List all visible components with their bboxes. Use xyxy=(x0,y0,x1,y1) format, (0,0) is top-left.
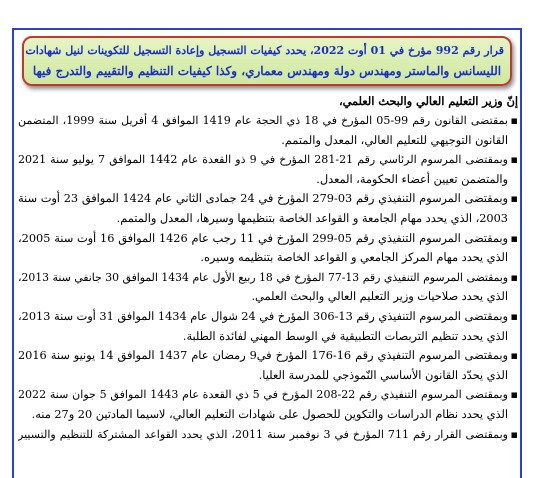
list-item xyxy=(18,268,518,307)
list-item xyxy=(18,307,518,346)
item-line-2: والمتضمن تعيين أعضاء الحكومة، المعدل. xyxy=(316,172,508,186)
list-item xyxy=(18,425,518,445)
item-line-2: الذي يحدد نظام الدراسات والتكوين للحصول على شهادات التعليم العالي، لاسيما المادتين 20 و27 منه. xyxy=(31,407,508,421)
item-line-1: وبمقتضى القرار رقم 711 المؤرخ في 3 نوفمبر سنة 2011، الذي يحدد القواعد المشتركة للتنظيم والتسيير xyxy=(18,427,508,441)
list-item xyxy=(18,111,518,150)
item-line-1: وبمقتضى المرسوم التنفيذي رقم 16-176 المؤرخ في9 رمضان عام 1437 الموافق 14 يونيو سنة 2016 xyxy=(18,349,508,363)
item-line-1: وبمقتضى المرسوم التنفيذي رقم 13-77 المؤرخ في 18 ربيع الأول عام 1434 الموافق 30 جانفي سنة 2013، xyxy=(18,270,508,284)
list-item xyxy=(18,346,518,385)
bullet-icon: ▪ xyxy=(510,388,518,402)
bullet-icon: ▪ xyxy=(510,349,518,363)
bullet-icon: ▪ xyxy=(510,153,518,167)
item-line-2: القانون التوجيهي للتعليم العالي، المعدل والمتمم. xyxy=(281,133,508,147)
item-line-1: وبمقتضى المرسوم التنفيذي رقم 22-208 المؤرخ في 5 ذي القعدة عام 1443 الموافق 5 جوان سنة 2022 xyxy=(18,388,508,402)
item-line-1: وبمقتضى المرسوم الرئاسي رقم 21-281 المؤرخ في 9 ذو القعدة عام 1442 الموافق 7 يوليو سنة 2021 xyxy=(18,153,508,167)
item-line-1: وبمقتضى المرسوم التنفيذي رقم 03-279 المؤرخ في 24 جمادى الثاني عام 1424 الموافق 23 أوت سنة xyxy=(18,192,508,206)
list-item xyxy=(18,150,518,189)
intro-line: إنّ وزير التعليم العالي والبحث العلمي، xyxy=(338,94,518,108)
decree-title-line-1: قرار رقم 992 مؤرخ في 01 أوت 2022، يحدد كيفيات التسجيل وإعادة التسجيل للتكوينات لنيل شهادات xyxy=(25,44,504,57)
list-item xyxy=(18,385,518,424)
item-line-1: وبمقتضى المرسوم التنفيذي رقم 05-299 المؤرخ في 11 رجب عام 1426 الموافق 16 أوت سنة 2005، xyxy=(18,231,508,245)
list-item xyxy=(18,229,518,268)
list-item xyxy=(18,189,518,228)
item-line-2: الذي يحدد مهام المركز الجامعي و القواعد الخاصة بتنظيمه وسيره. xyxy=(200,251,508,265)
decree-title-line-2: الليسانس والماستر ومهندس دولة ومهندس معماري، وكذا كيفيات التنظيم والتقييم والتدرج فيها xyxy=(32,64,502,78)
bullet-icon: ▪ xyxy=(510,270,518,284)
decree-body xyxy=(18,92,518,444)
item-line-2: الذي يحدد صلاحيات وزير التعليم العالي والبحث العلمي. xyxy=(251,290,508,304)
item-line-2: الذي يحدد تنظيم التربصات التطبيقية في الوسط المهني لفائدة الطلبة. xyxy=(182,329,508,343)
item-line-2: الذي يحدّد القانون الأساسي النّموذجي للمدرسة العليا. xyxy=(258,368,508,382)
bullet-icon: ▪ xyxy=(510,114,518,127)
decree-title-box xyxy=(22,36,512,86)
bullet-icon: ▪ xyxy=(510,192,518,206)
item-line-1: بمقتضى القانون رقم 99-05 المؤرخ في 18 ذي الحجة عام 1419 الموافق 4 أفريل سنة 1999، المتضمن xyxy=(18,114,508,127)
item-line-2: 2003، الذي يحدد مهام الجامعة و القواعد الخاصة بتنظيمها وسيرها، المعدل والمتمم. xyxy=(116,211,508,225)
bullet-icon: ▪ xyxy=(510,427,518,441)
bullet-icon: ▪ xyxy=(510,231,518,245)
bullet-icon: ▪ xyxy=(510,309,518,323)
item-line-1: وبمقتضى المرسوم التنفيذي رقم 13-306 المؤرخ في 24 شوال عام 1434 الموافق 31 أوت سنة 2013، xyxy=(18,309,508,323)
